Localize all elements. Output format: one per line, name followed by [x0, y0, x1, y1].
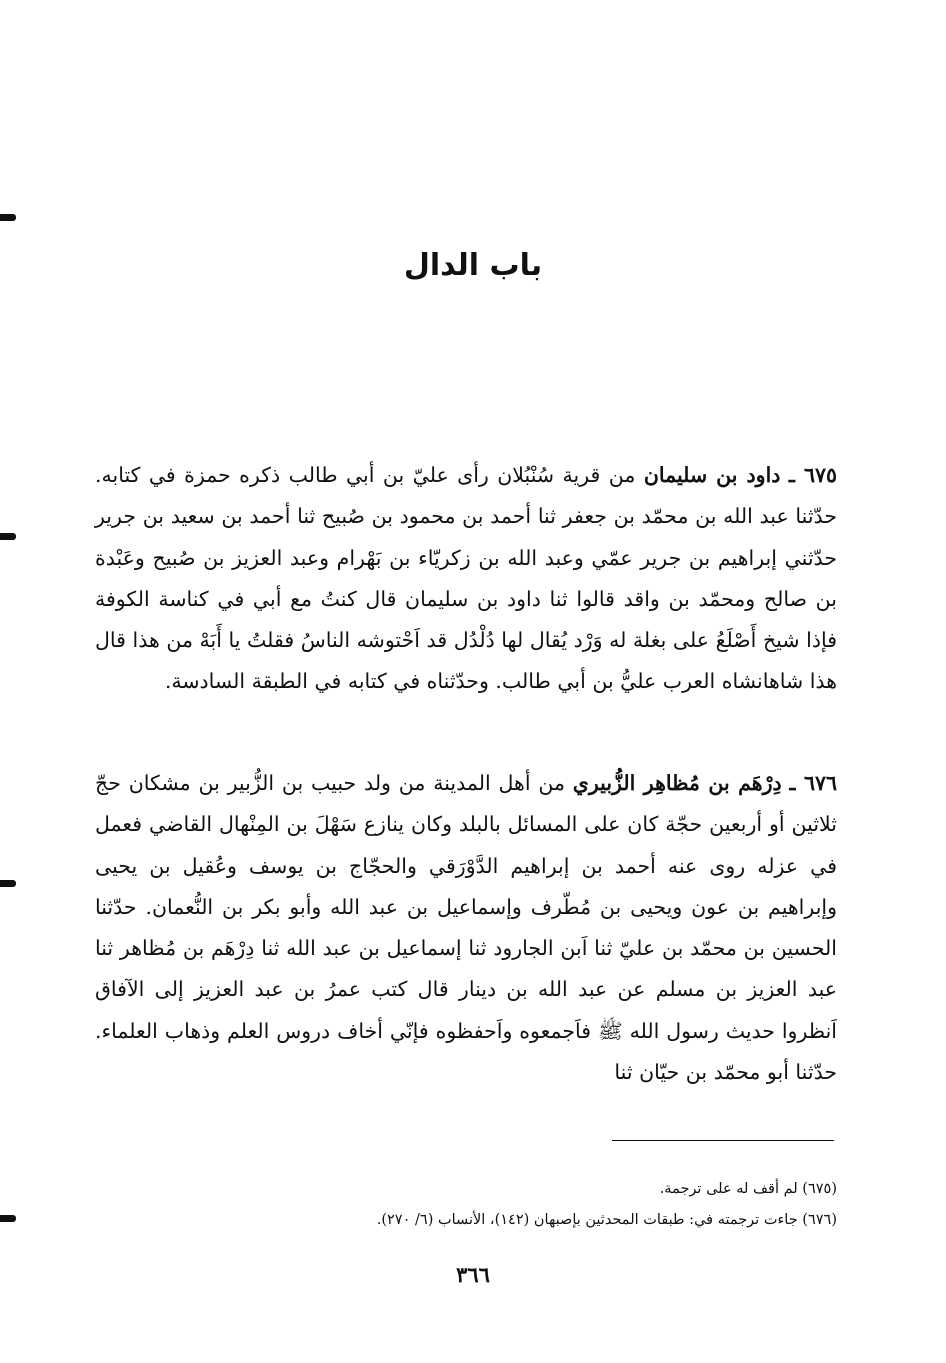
margin-mark	[0, 533, 16, 540]
margin-mark	[0, 1215, 16, 1222]
footnote-675: (٦٧٥) لم أقف له على ترجمة.	[659, 1181, 837, 1197]
entry-text: من قرية سُنْبُلان رأى عليّ بن أبي طالب ذكره حمزة في كتابه. حدّثنا عبد الله بن محمّد بن جعفر ثنا أحمد بن محمود بن صُبيح ثنا أحمد بن سعيد بن جرير حدّثني إبراهيم بن جرير عمّي وعبد الله بن زكريّاء بن بَهْرام وعبد العزيز بن صُبيح وعَبْدة بن صالح ومحمّد بن واقد قالوا ثنا داود بن سليمان قال كنتُ مع أبي في كناسة الكوفة فإذا شيخ أَصْلَعُ على بغلة له وَرْد يُقال لها دُلْدُل قد اَحْتوشه الناسُ فقلتُ يا أَبَهْ من هذا قال هذا شاهانشاه العرب عليُّ بن أبي طالب. وحدّثناه في كتابه في الطبقة السادسة.	[95, 463, 837, 694]
page-number: ٣٦٦	[456, 1262, 490, 1287]
margin-mark	[0, 214, 16, 221]
margin-mark	[0, 880, 16, 887]
footnote-divider	[612, 1140, 834, 1141]
entry-name: داود بن سليمان	[643, 463, 781, 487]
entry-number: ٦٧٥ ـ	[788, 463, 837, 487]
entry-number: ٦٧٦ ـ	[789, 771, 837, 795]
entry-675	[95, 455, 837, 703]
entry-676	[95, 763, 837, 1093]
entry-text: من أهل المدينة من ولد حبيب بن الزُّبير بن مشكان حجّ ثلاثين أو أربعين حجّة كان على المسائل بالبلد وكان ينازع سَهْلَ بن المِنْهال القاضي فعمل في عزله روى عنه أحمد بن إبراهيم الدَّوْرَقي والحجّاج بن يوسف وعُقيل بن يحيى وإبراهيم بن عون ويحيى بن مُطّرف وإسماعيل بن عبد الله وأبو بكر بن النُّعمان. حدّثنا الحسين بن محمّد بن عليّ ثنا اَبن الجارود ثنا إسماعيل بن عبد الله ثنا دِرْهَم بن مُظاهر ثنا عبد العزيز بن مسلم عن عبد الله بن دينار قال كتب عمرُ بن عبد العزيز إلى الآفاق اَنظروا حديث رسول الله ﷺ فاَجمعوه واَحفظوه فإنّي أخاف دروس العلم وذهاب العلماء. حدّثنا أبو محمّد بن حيّان ثنا	[95, 771, 837, 1085]
entry-name: دِرْهَم بن مُظاهِر الزُّبيري	[572, 771, 782, 795]
chapter-title: باب الدال	[403, 248, 543, 283]
footnotes	[95, 1174, 837, 1236]
footnote-676: (٦٧٦) جاءت ترجمته في: طبقات المحدثين بإصبهان (١٤٢)، الأنساب (٦/ ٢٧٠).	[376, 1212, 837, 1228]
